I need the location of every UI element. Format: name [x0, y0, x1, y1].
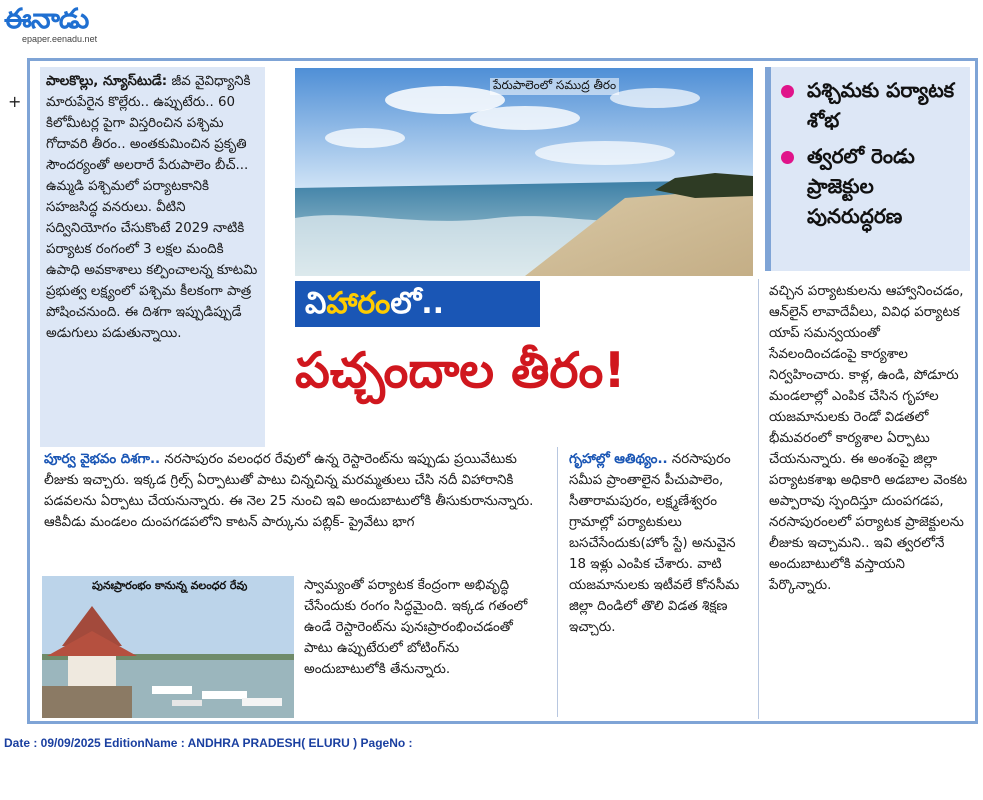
past-glory-body: నరసాపురం వలంధర రేవులో ఉన్న రెస్టారెంట్‌ను ఇప్పుడు ప్రయివేటుకు లీజుకు ఇచ్చారు. ఇక్కడ గ్రిల్స్‌ ఏర్పాటుతో పాటు చిన్నచిన్న మరమ్మతులు చేసి నదీ విహారానికి పడవలను ఏర్పాటు చేయనున్నారు. ఈ నెల 25 నుంచి ఇవి అందుబాటులోకి తీసుకురానున్నారు. ఆకివీడు మండలం దుంపగడపలోని కాటన్‌ పార్కును పబ్లిక్‌- ప్రైవేటు భాగ: [44, 452, 534, 530]
highlight-item: [777, 75, 964, 135]
column-divider: [758, 279, 759, 719]
highlight-item: [777, 141, 964, 231]
homestay-body: నరసాపురం సమీప ప్రాంతాలైన పీచుపాలెం, సీతారామపురం, లక్ష్మణేశ్వరం గ్రామాల్లో పర్యాటకులు బసచేసేందుకు(హోం స్టే) అనువైన 18 ఇళ్లు ఎంపిక చేశారు. వాటి యజమానులకు ఇటీవలే కోనసీమ జిల్లా దిండిలో తొలి విడత శిక్షణ ఇచ్చారు.: [569, 452, 740, 635]
highlights-box: [765, 67, 970, 271]
past-glory-subhead: పూర్వ వైభవం దిశగా..: [44, 452, 161, 467]
highlight-text: పశ్చిమకు పర్యాటక శోభ: [807, 78, 955, 132]
masthead-url: epaper.eenadu.net: [22, 34, 98, 44]
article-frame: [27, 58, 978, 724]
main-headline: పచ్చందాల తీరం!: [295, 342, 626, 399]
crosshair-mark: +: [8, 92, 22, 111]
restaurant-photo: [42, 576, 294, 718]
masthead: [4, 2, 144, 48]
headline-kicker: [295, 281, 540, 327]
bullet-dot-icon: [781, 85, 794, 98]
right-column-text: వచ్చిన పర్యాటకులను ఆహ్వానించడం, ఆన్‌లైన్‌ లావాదేవీలు, వివిధ పర్యాటక యాప్‌ సమన్వయంతో సేవలందించడంపై కార్యశాల నిర్వహించారు. కాళ్ల, ఉండి, పోడూరు మండలాల్లో ఎంపిక చేసిన గృహాల యజమానులకు రెండో విడతలో భీమవరంలో కార్యశాల ఏర్పాటు చేయనున్నారు. ఈ అంశంపై జిల్లా పర్యాటకశాఖ అధికారి అడబాల వెంకట అప్పారావు స్పందిస్తూ దుంపగడప, నరసాపురంలలో పర్యాటక ప్రాజెక్టులను లీజుకు ఇచ్చామని.. ఇవి త్వరలోనే అందుబాటులోకి వస్తాయని పేర్కొన్నారు.: [769, 284, 968, 593]
restaurant-photo-image: [42, 576, 294, 718]
edition-footer: Date : 09/09/2025 EditionName : ANDHRA PRADESH( ELURU ) PageNo :: [4, 736, 413, 750]
bullet-dot-icon: [781, 151, 794, 164]
column-divider: [557, 447, 558, 717]
headline-kicker-a: వి: [305, 286, 327, 321]
intro-box: [40, 67, 265, 447]
beach-photo-image: [295, 68, 753, 276]
eenadu-logo: ఈనాడు: [4, 2, 89, 35]
headline-kicker-b: హారం: [326, 286, 391, 321]
restaurant-photo-caption: పునఃప్రారంభం కానున్న వలంధర రేవు: [92, 579, 248, 592]
past-glory-continued: స్వామ్యంతో పర్యాటక కేంద్రంగా అభివృద్ధి చేసేందుకు రంగం సిద్ధమైంది. ఇక్కడ గతంలో ఉండే రెస్టారెంట్‌ను పునఃప్రారంభించడంతో పాటు ఉప్పుటేరులో బోటింగ్‌ను అందుబాటులోకి తేనున్నారు.: [304, 578, 528, 677]
intro-body: జీవ వైవిధ్యానికి మారుపేరైన కొల్లేరు.. ఉప్పుటేరు.. 60 కిలోమీటర్ల పైగా విస్తరించిన పశ్చిమ గోదావరి తీరం.. అంతకుమించిన ప్రకృతి సౌందర్యంతో అలరారే పేరుపాలెం బీచ్‌... ఉమ్మడి పశ్చిమలో పర్యాటకానికి సహజసిద్ధ వనరులు. వీటిని సద్వినియోగం చేసుకొంటే 2029 నాటికి పర్యాటక రంగంలో 3 లక్షల మందికి ఉపాధి అవకాశాలు కల్పించాలన్న కూటమి ప్రభుత్వ లక్ష్యంలో పశ్చిమ కీలకంగా పాత్ర పోషించనుంది. ఈ దిశగా ఇప్పుడిప్పుడే అడుగులు పడుతున్నాయి.: [46, 74, 258, 341]
beach-photo-caption: పేరుపాలెంలో సముద్ర తీరం: [490, 78, 619, 95]
headline-kicker-c: లో..: [390, 286, 445, 321]
past-glory-section: [40, 447, 545, 567]
highlight-text: త్వరలో రెండు ప్రాజెక్టుల పునరుద్ధరణ: [807, 144, 915, 228]
homestay-section: [565, 447, 753, 722]
beach-photo: [295, 68, 753, 276]
dateline: పాలకొల్లు, న్యూస్‌టుడే:: [46, 74, 168, 89]
homestay-subhead: గృహాల్లో ఆతిథ్యం..: [569, 452, 668, 467]
